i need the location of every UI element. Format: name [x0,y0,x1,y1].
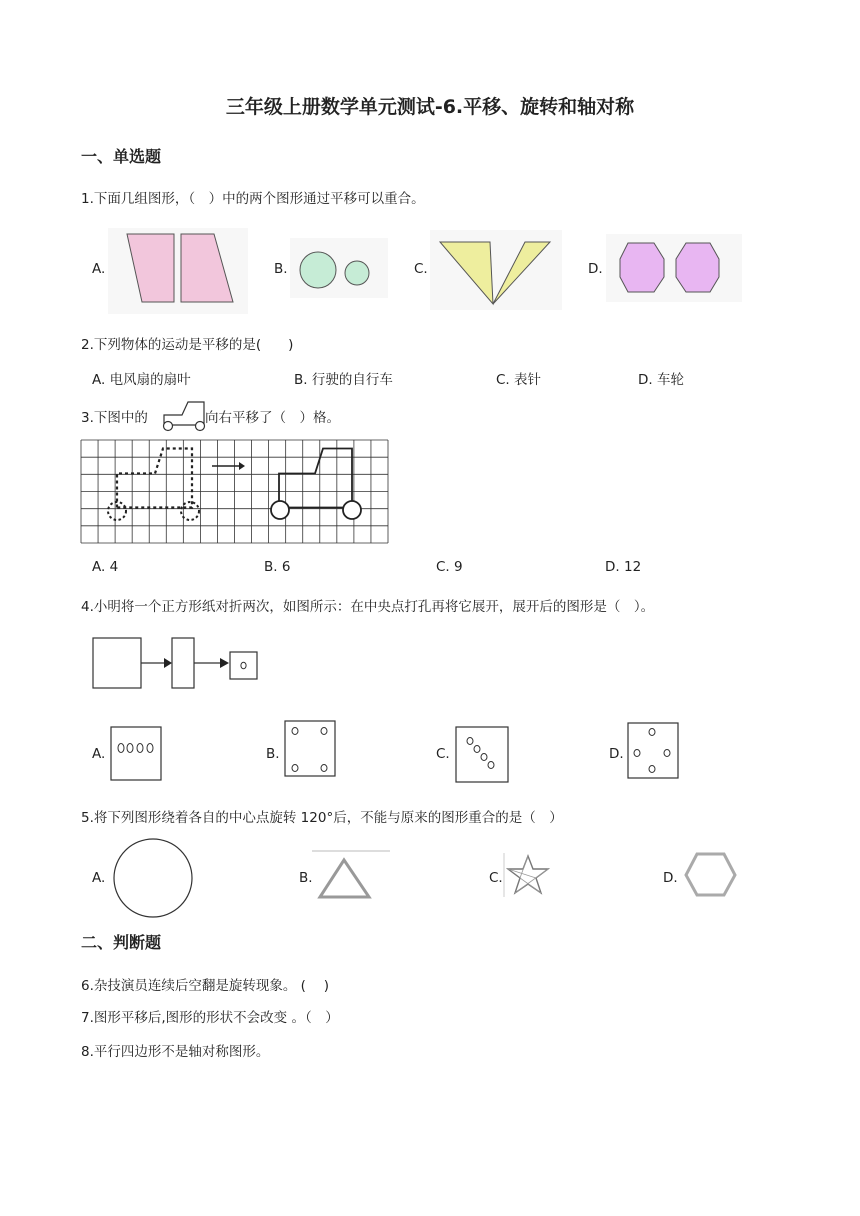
q3-grid-figure [81,440,389,544]
q1-figure-b-circles [290,238,388,298]
section-heading-single-choice: 一、单选题 [81,147,162,166]
q1-option-d-label[interactable]: D. [588,261,603,277]
question-3-text-before: 3.下图中的 [81,410,148,426]
q5-option-b-label[interactable]: B. [299,870,313,886]
q3-option-c[interactable]: C. 9 [436,559,463,575]
q4-option-d-label[interactable]: D. [609,746,624,762]
q5-option-c-label[interactable]: C. [489,870,503,886]
q5-figure-b-triangle [312,850,390,904]
page-title: 三年级上册数学单元测试-6.平移、旋转和轴对称 [225,96,635,118]
q4-figure-b [284,720,336,778]
q4-option-a-label[interactable]: A. [92,746,106,762]
q3-option-d[interactable]: D. 12 [605,559,642,575]
q1-figure-a-trapezoids [108,228,248,314]
q4-figure-c [454,726,510,784]
q1-option-b-label[interactable]: B. [274,261,288,277]
q3-car-icon [160,398,208,432]
q2-option-a[interactable]: A. 电风扇的扇叶 [92,372,191,388]
q4-figure-a [110,726,162,782]
q5-option-d-label[interactable]: D. [663,870,678,886]
q3-solid-wheel-right [343,501,361,519]
q5-figure-d-hexagon [682,850,738,900]
q1-option-c-label[interactable]: C. [414,261,428,277]
q2-option-d[interactable]: D. 车轮 [638,372,684,388]
q4-option-b-label[interactable]: B. [266,746,280,762]
section-heading-true-false: 二、判断题 [81,933,162,952]
q1-figure-c-triangles [430,230,562,310]
question-7-text: 7.图形平移后,图形的形状不会改变 。（ ） [81,1010,339,1026]
question-8-text: 8.平行四边形不是轴对称图形。 [81,1044,270,1060]
q3-option-a[interactable]: A. 4 [92,559,119,575]
q4-folding-diagram [92,636,264,692]
q3-solid-wheel-left [271,501,289,519]
question-3-text-after: 向右平移了（ ）格。 [205,410,340,426]
q3-option-b[interactable]: B. 6 [264,559,291,575]
grid-lines [81,440,388,543]
q2-option-b[interactable]: B. 行驶的自行车 [294,372,393,388]
question-4-text: 4.小明将一个正方形纸对折两次，如图所示：在中央点打孔再将它展开，展开后的图形是（ ）。 [81,599,655,615]
q4-figure-d [627,722,679,780]
question-5-text: 5.将下列图形绕着各自的中心点旋转 120°后，不能与原来的图形重合的是（ ） [81,810,563,826]
q4-option-c-label[interactable]: C. [436,746,450,762]
q5-option-a-label[interactable]: A. [92,870,106,886]
question-2-text: 2.下列物体的运动是平移的是( ) [81,337,294,353]
q2-option-c[interactable]: C. 表针 [496,372,542,388]
question-6-text: 6.杂技演员连续后空翻是旋转现象。 ( ) [81,978,329,994]
q5-figure-a-circle [112,837,196,921]
q5-figure-c-star [503,852,553,898]
q3-arrow-head [239,462,245,470]
q1-option-a-label[interactable]: A. [92,261,106,277]
question-1-text: 1.下面几组图形，（ ）中的两个图形通过平移可以重合。 [81,191,425,207]
q1-figure-d-hexagons [606,234,742,302]
